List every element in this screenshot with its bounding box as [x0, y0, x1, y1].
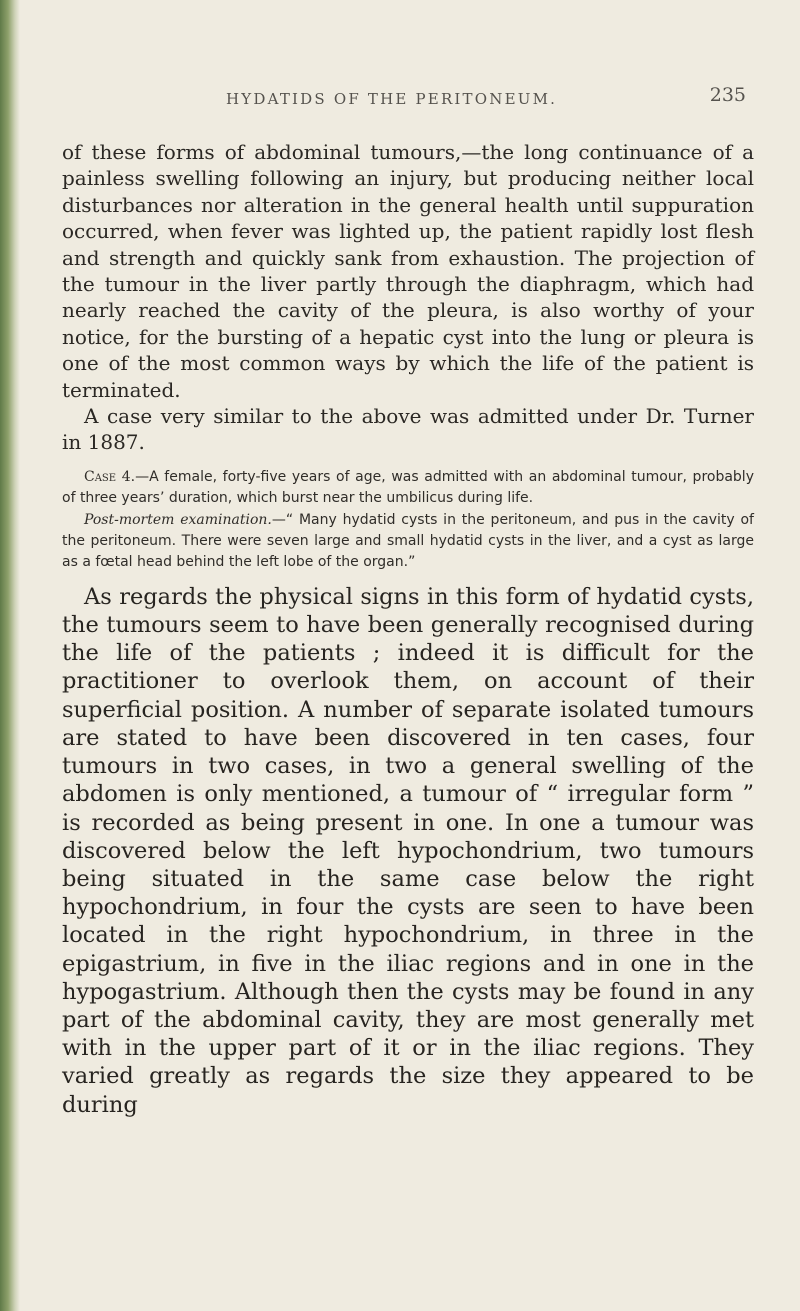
physical-signs-text	[62, 583, 754, 1119]
opening-text	[62, 139, 754, 456]
case-report	[62, 467, 754, 573]
paragraph-turner-case: A case very similar to the above was admitted under Dr. Turner in 1887.	[62, 404, 754, 455]
paragraph-physical-signs: As regards the physical signs in this form of hydatid cysts, the tumours seem to have been generally recognised during the life of the patients ; indeed it is difficult for the practitioner to overlook them, on account of their superficial position. A number of separate isolated tumours are stated to have been discovered in ten cases, four tumours in two cases, in two a general swelling of the abdomen is only mentioned, a tumour of “ irregular form ” is recorded as being present in one. In one a tumour was discovered below the left hypochondrium, two tumours being situated in the same case below the right hypochondrium, in four the cysts are seen to have been located in the right hypochondrium, in three in the epigastrium, in five in the iliac regions and in one in the hypogastrium. Although then the cysts may be found in any part of the abdominal cavity, they are most generally met with in the upper part of it or in the iliac regions. They varied greatly as regards the size they appeared to be during	[62, 583, 754, 1118]
page-binding-edge	[0, 0, 20, 1311]
case-4-paragraph	[62, 467, 754, 509]
post-mortem-text: —“ Many hydatid cysts in the peritoneum, and pus in the cavity of the peritoneum. There were seven large and small hydatid cysts in the liver, and a cyst as large as a fœtal head behind the left lobe of the organ.”	[62, 511, 754, 570]
post-mortem-paragraph	[62, 510, 754, 573]
page-number: 235	[709, 84, 746, 106]
running-title: HYDATIDS OF THE PERITONEUM.	[226, 90, 558, 108]
running-head	[62, 84, 754, 114]
post-mortem-label: Post-mortem examination.	[84, 511, 272, 528]
page-body	[62, 139, 754, 1119]
paragraph-continued: of these forms of abdominal tumours,—the long continuance of a painless swelling following an injury, but producing neither local disturbances nor alteration in the general health until suppuration occurred, when fever was lighted up, the patient rapidly lost flesh and strength and quickly sank from exhaustion. The projection of the tumour in the liver partly through the diaphragm, which had nearly reached the cavity of the pleura, is also worthy of your notice, for the bursting of a hepatic cyst into the lung or pleura is one of the most common ways by which the life of the patient is terminated.	[62, 140, 754, 402]
case-label: Case 4.	[84, 468, 136, 485]
case-text: —A female, forty-five years of age, was admitted with an abdominal tumour, probably of three years’ duration, which burst near the umbilicus during life.	[62, 468, 754, 506]
book-page	[62, 0, 754, 1311]
